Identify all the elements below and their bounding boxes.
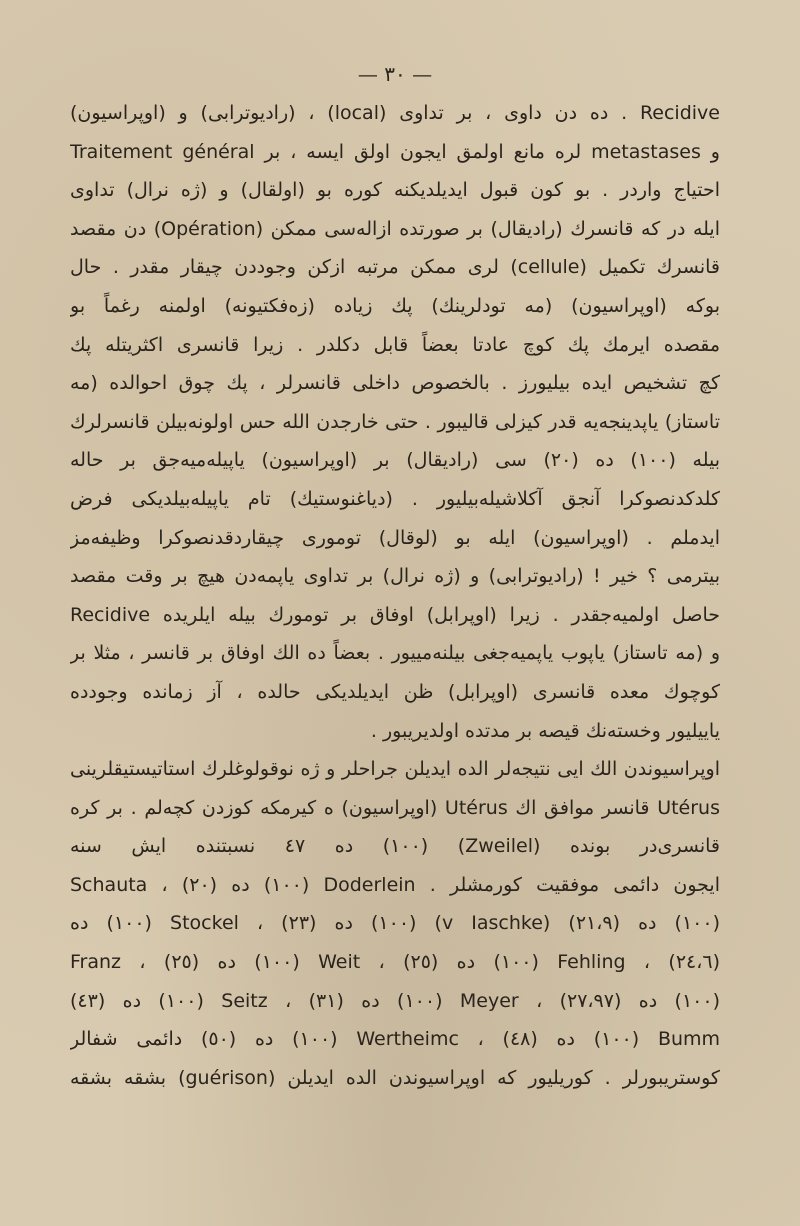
text-line: حاصل اولمیه‌جقدر . زیرا (اوپرابل) اوفاق بر تومورك بیله ایلریده Recidive [70, 603, 720, 626]
text-line: اوپراسیوندن الك ایی نتیجه‌لر الده ایدیلن جراحلر و ژه نوقولوغلرك استاتیستیقلرینی [70, 758, 720, 781]
text-line: بوکه (اوپراسیون) (مه تودلرینك) پك زیاده (زه‌فکتیونه) اولمنه رغماً بو [70, 294, 720, 317]
text-line: و (مه تاستاز) یاپوب یاپمیه‌جغی بیلنه‌مییور . بعضاً ده الك اوفاق بر قانسر ، مثلا بر [70, 642, 720, 665]
text-line: (٢٤،٦) ، Fehling (١٠٠) ده (٢٥) ، Weit (١٠٠) ده (٢٥) ، Franz [70, 951, 720, 974]
page-number: — ٣٠ — [357, 62, 433, 86]
text-line: یاییلیور وخسته‌نك قیصه بر مدتده اولدیریبور . [370, 719, 720, 742]
text-line: کلدکدنصوکرا آنجق آکلاشیله‌بیلیور . (دیاغنوستیك) تام یاپیله‌بیلدیکی فرض [70, 487, 720, 510]
text-line: بیله (١٠٠) ده (٢٠) سی (رادیقال) بر (اوپراسیون) یاپیله‌میه‌جق بر حاله [70, 449, 720, 472]
text-line: (١٠٠) ده (٢١،٩) (v Iaschke) (١٠٠) ده (٢٣) ، Stockel (١٠٠) ده [70, 912, 720, 935]
text-line: کوستریبورلر . کوریلیور که اوپراسیوندن الده ایدیلن (guérison) بشقه بشقه [70, 1066, 720, 1089]
text-line: (١٠٠) ده (٢٧،٩٧) ، Meyer (١٠٠) ده (٣١) ، Seitz (١٠٠) ده (٤٣) [70, 989, 720, 1012]
text-line: Bumm (١٠٠) ده (٤٨) ، Wertheimc (١٠٠) ده (٥٠) دائمی شفالر [70, 1028, 720, 1051]
document-page [70, 50, 720, 1190]
text-line: ایجون دائمی موفقیت کورمشلر . Doderlein (١٠٠) ده (٢٠) ، Schauta [70, 873, 720, 896]
text-line: Recidive . ده دن داوی ، بر تداوی (local) ، (رادیوترابی) و (اوپراسیون) [70, 102, 720, 124]
text-line: بیترمی ؟ خیر ! (رادیوترابی) و (ژه نرال) بر تداوی یاپمه‌دن هیچ بر وقت مقصد [70, 565, 720, 588]
text-line: قانسری‌در بونده (Zweilel) (١٠٠) ده ٤٧ نسبتنده ایش سنه [70, 835, 720, 858]
text-line: مقصده ایرمك پك کوچ عادتا بعضاً قابل دکلدر . زیرا قانسری اکثریتله پك [70, 333, 720, 356]
text-line: احتیاج واردر . بو کون قبول ایدیلدیکنه کوره بو (اولقال) و (ژه نرال) تداوی [70, 179, 720, 202]
text-line: کچ تشخیص ایده بیلیورز . بالخصوص داخلی قانسرلر ، پك چوق احوالده (مه [70, 372, 720, 395]
body-text [70, 94, 720, 1097]
text-line: کوچوك معده قانسری (اوپرابل) ظن ایدیلدیکی حالده ، آز زمانده وجودده [70, 680, 720, 703]
text-line: Utérus قانسر موافق اك Utérus (اوپراسیون) ه کیرمکه کوزدن کچه‌لم . بر کره [70, 796, 720, 819]
text-line: تاستاز) یاپدینجه‌یه قدر کیزلی قالیبور . حتی خارجدن الله حس اولونه‌بیلن قانسرلرك [70, 410, 720, 433]
text-line: قانسرك تکمیل (cellule) لری ممکن مرتبه ازکن وجوددن چیقار مقدر . حال [70, 256, 720, 279]
text-line: ایدملم . (اوپراسیون) ایله بو (لوقال) تومورى چیقاردقدنصوکرا وظیفه‌مز [70, 526, 720, 549]
text-line: و metastases لره مانع اولمق ایجون اولق ایسه ، بر Traitement général [70, 140, 720, 163]
text-line: ایله در که قانسرك (رادیقال) بر صورتده ازاله‌سی ممکن (Opération) دن مقصد [70, 217, 720, 240]
